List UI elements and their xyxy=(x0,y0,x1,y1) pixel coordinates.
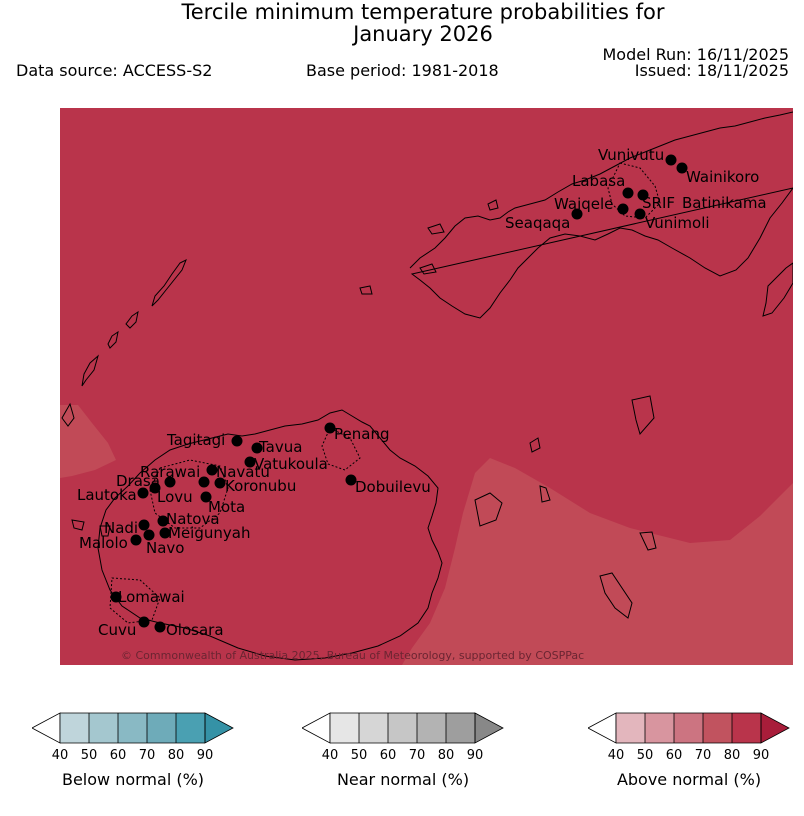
station-label: Lomawai xyxy=(118,588,185,606)
below-normal-colorbar xyxy=(32,712,234,789)
above-normal-label: Above normal (%) xyxy=(616,770,762,789)
map-title-line1: Tercile minimum temperature probabilities for xyxy=(181,0,665,24)
colorbar-tick: 60 xyxy=(665,748,683,763)
station-label: Mota xyxy=(208,498,246,516)
colorbar-tick: 80 xyxy=(723,748,741,763)
station-dot-nadi[interactable] xyxy=(139,520,150,531)
data-source-label: Data source: ACCESS-S2 xyxy=(16,61,213,80)
station-label: Lovu xyxy=(157,488,193,506)
colorbar-tick: 90 xyxy=(196,748,214,763)
fiji-map xyxy=(60,108,793,665)
station-label: Cuvu xyxy=(98,621,137,639)
station-label: Wainikoro xyxy=(686,168,760,186)
colorbar-tick: 50 xyxy=(636,748,654,763)
issued-label: Issued: 18/11/2025 xyxy=(634,61,789,80)
station-label: Koronubu xyxy=(225,477,297,495)
station-label: Natova xyxy=(166,510,220,528)
colorbar-tick: 80 xyxy=(167,748,185,763)
station-label: Nadi xyxy=(104,519,139,537)
station-label: Seaqaqa xyxy=(505,214,571,232)
station-markers xyxy=(60,108,793,665)
station-dot-waiqele[interactable] xyxy=(618,204,629,215)
colorbar-tick: 40 xyxy=(607,748,625,763)
near-normal-colorbar xyxy=(302,712,504,789)
colorbar-tick: 70 xyxy=(694,748,712,763)
colorbar-tick: 50 xyxy=(80,748,98,763)
map-title-line2: January 2026 xyxy=(353,22,493,46)
station-dot-olosara[interactable] xyxy=(155,622,166,633)
colorbar-tick: 70 xyxy=(138,748,156,763)
colorbar-tick: 90 xyxy=(752,748,770,763)
station-dot-vunivutu[interactable] xyxy=(666,155,677,166)
station-label: SRIF xyxy=(642,194,675,212)
colorbar-tick: 60 xyxy=(379,748,397,763)
above-normal-colorbar-graphic xyxy=(588,712,790,746)
near-normal-label: Near normal (%) xyxy=(336,770,470,789)
station-label: Vunimoli xyxy=(645,214,710,232)
station-label: Lautoka xyxy=(77,486,137,504)
station-label: Dobuilevu xyxy=(355,478,431,496)
station-label: Vunivutu xyxy=(598,146,665,164)
station-label: Tagitagi xyxy=(167,431,226,449)
model-run-label: Model Run: 16/11/2025 xyxy=(602,45,789,64)
station-label: Penang xyxy=(334,425,390,443)
station-label: Malolo xyxy=(79,534,128,552)
station-label: Vatukoula xyxy=(254,455,328,473)
below-normal-label: Below normal (%) xyxy=(61,770,205,789)
station-label: Olosara xyxy=(166,621,224,639)
station-label: Meigunyah xyxy=(168,524,251,542)
station-label: Labasa xyxy=(572,172,626,190)
station-label: Rarawai xyxy=(140,463,201,481)
station-label: Navatu xyxy=(216,463,270,481)
colorbar-tick: 60 xyxy=(109,748,127,763)
colorbar-tick: 80 xyxy=(437,748,455,763)
station-label: Drasa xyxy=(116,472,160,490)
station-label: Waiqele xyxy=(554,195,614,213)
colorbar-tick: 40 xyxy=(51,748,69,763)
station-dot-cuvu[interactable] xyxy=(139,617,150,628)
colorbar-tick: 40 xyxy=(321,748,339,763)
colorbar-tick: 70 xyxy=(408,748,426,763)
near-normal-colorbar-graphic xyxy=(302,712,504,746)
station-dot-tagitagi[interactable] xyxy=(232,436,243,447)
station-label: Navo xyxy=(146,539,185,557)
copyright-notice: © Commonwealth of Australia 2025, Bureau of Meteorology, supported by COSPPac xyxy=(121,649,585,662)
above-normal-colorbar xyxy=(588,712,790,789)
station-label: Tavua xyxy=(259,438,303,456)
below-normal-colorbar-graphic xyxy=(32,712,234,746)
colorbar-tick: 90 xyxy=(466,748,484,763)
station-label: Batinikama xyxy=(682,194,767,212)
base-period-label: Base period: 1981-2018 xyxy=(306,61,499,80)
colorbar-tick: 50 xyxy=(350,748,368,763)
